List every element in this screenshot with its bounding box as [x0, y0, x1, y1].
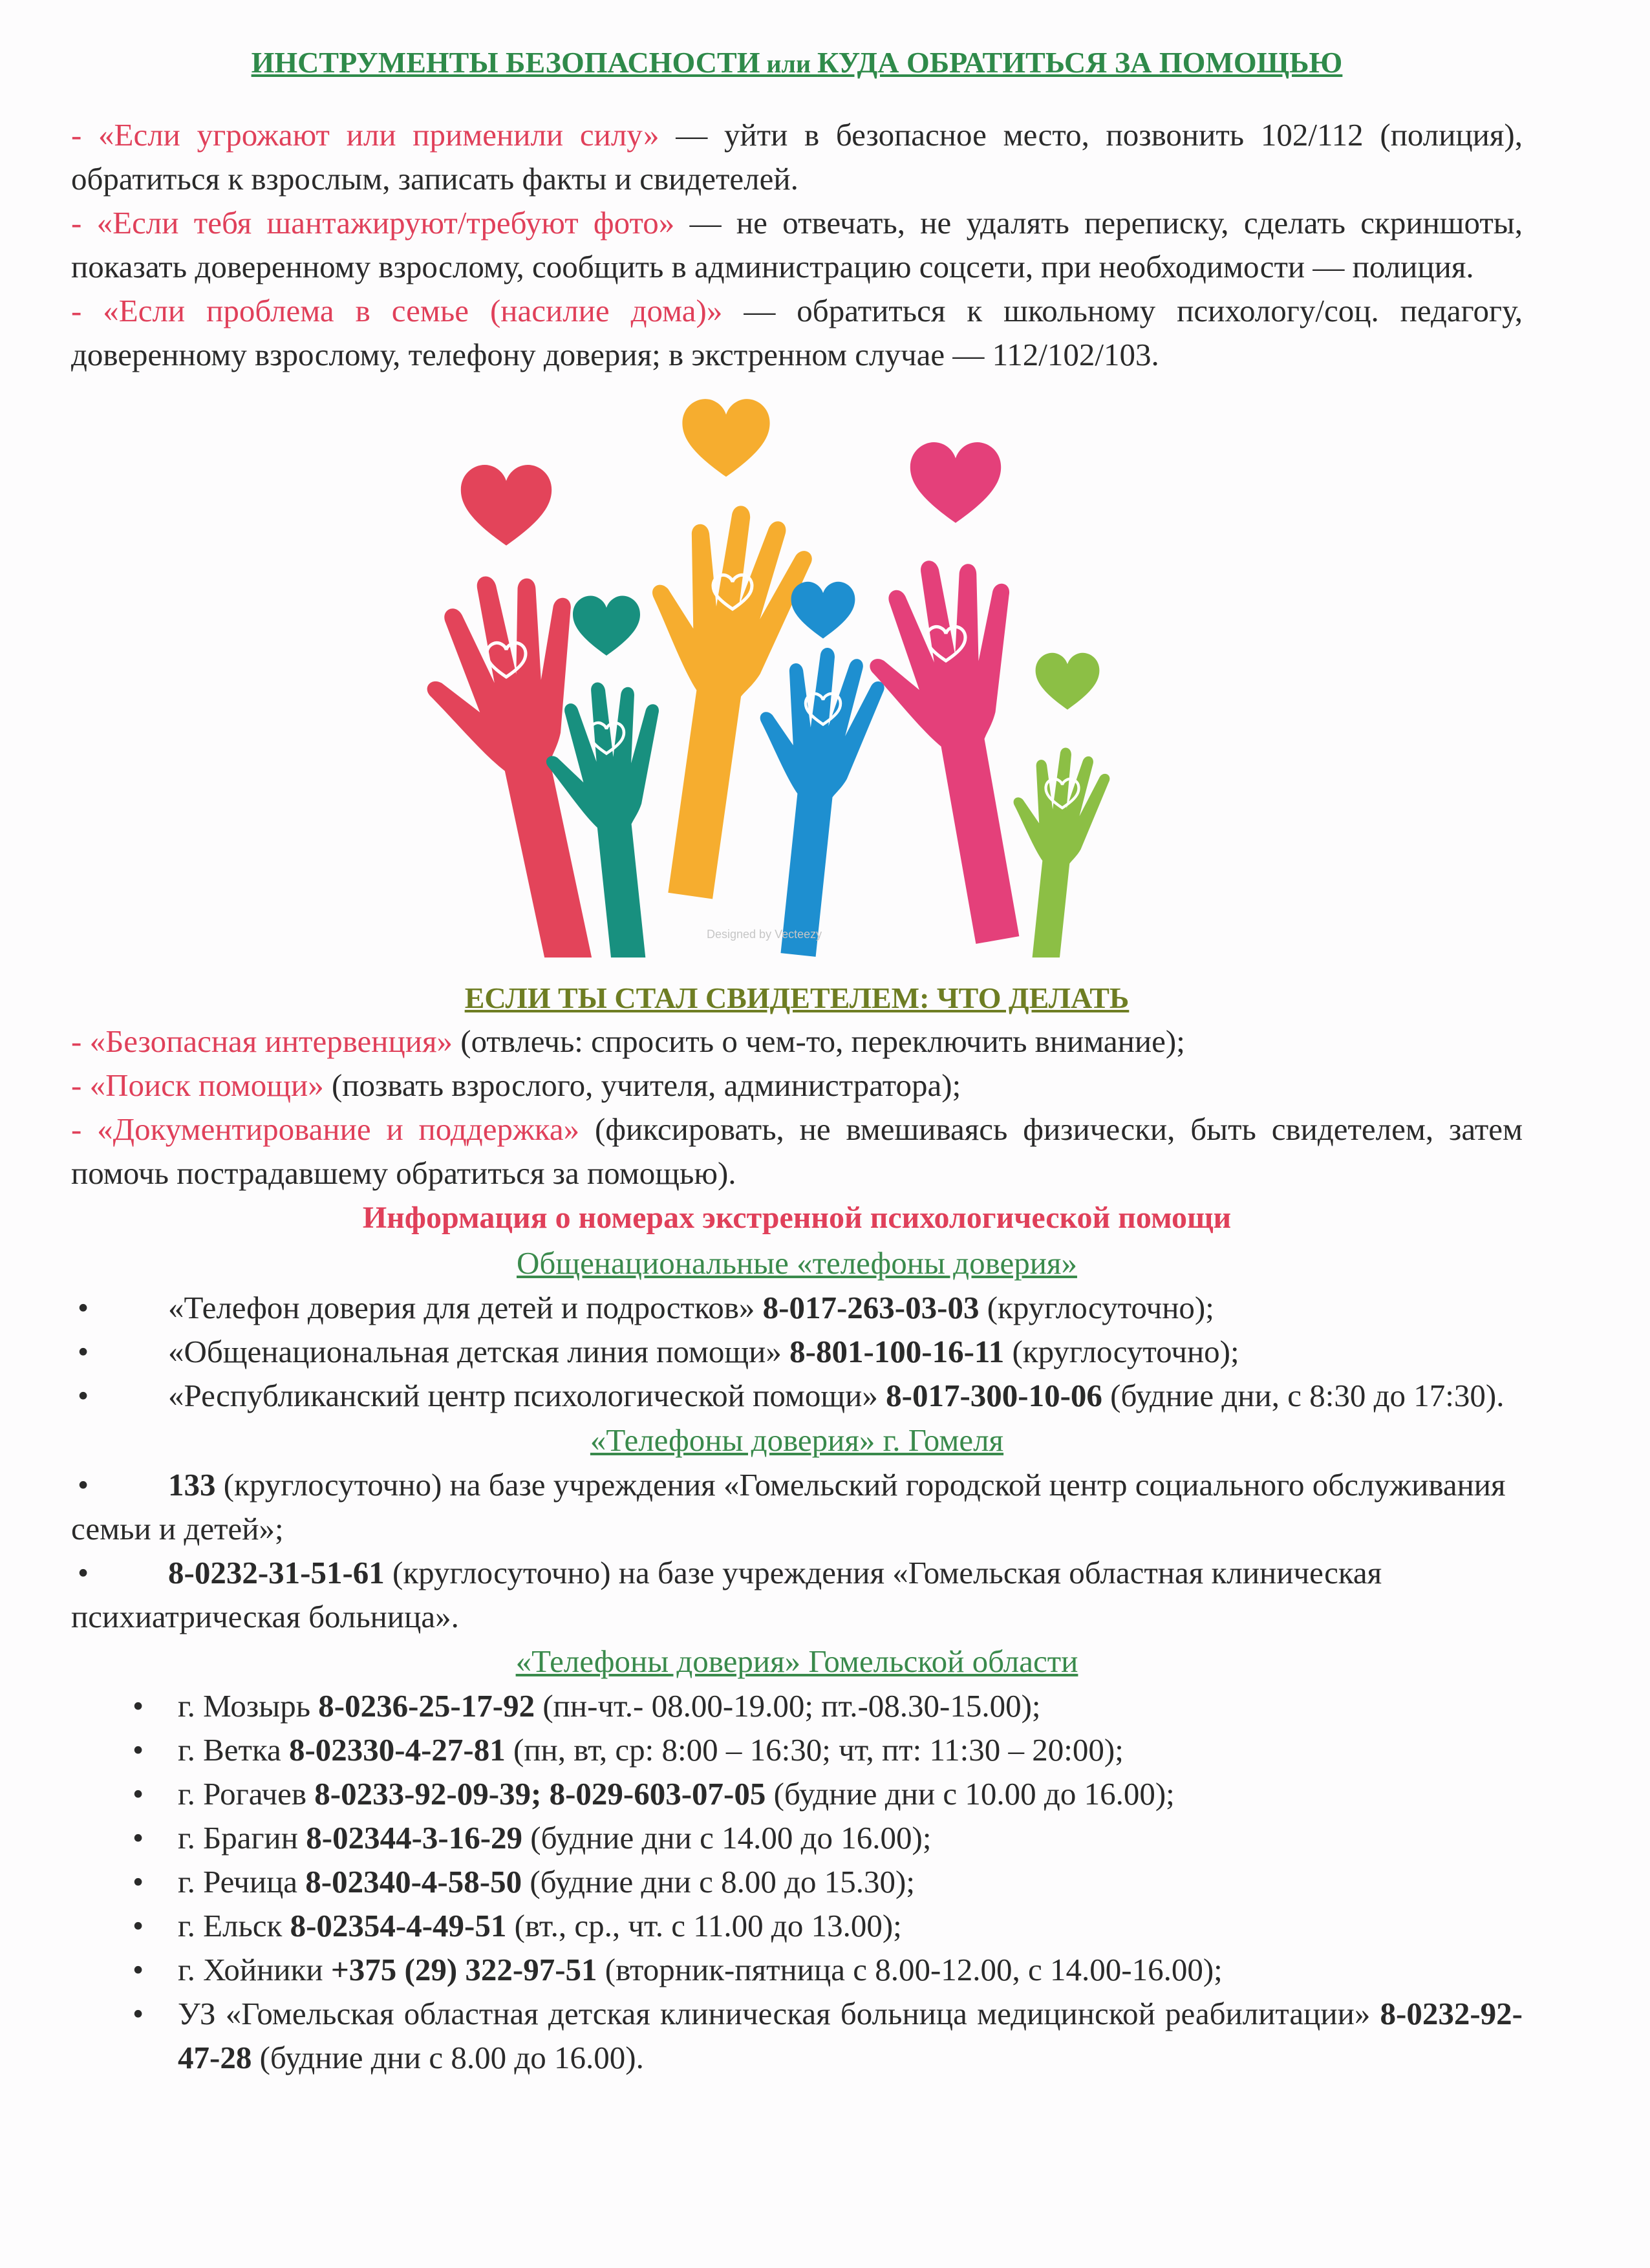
bullet-icon: • — [133, 1776, 144, 1812]
hotline-number: +375 (29) 322-97-51 — [330, 1952, 597, 1987]
safety-tool-text: — не отвечать, не удалять переписку, сделать скриншоты, показать доверенному взрослому, сообщить в администрацию соцсети, при необходимости — полиция. — [71, 205, 1523, 284]
hotline-hours: (круглосуточно); — [1004, 1334, 1239, 1369]
hotline-details: (круглосуточно) на базе учреждения «Гомельская областная клиническая психиатрическая больница». — [71, 1555, 1382, 1634]
bullet-icon: • — [133, 1952, 144, 1987]
gomel-region-hotlines-section — [71, 1639, 1523, 2080]
region-hotline-item — [71, 1992, 1523, 2080]
hotline-hours: (будние дни с 8.00 до 16.00). — [252, 2040, 644, 2075]
witness-heading-text: ЕСЛИ ТЫ СТАЛ СВИДЕТЕЛЕМ: ЧТО ДЕЛАТЬ — [464, 981, 1130, 1014]
gomel-city-hotline-item — [71, 1463, 1523, 1551]
national-hotline-item — [71, 1286, 1523, 1330]
witness-heading — [71, 977, 1523, 1020]
hotline-location: г. Рогачев — [178, 1776, 315, 1812]
hotline-hours: (будние дни с 14.00 до 16.00); — [522, 1820, 932, 1856]
witness-item — [71, 1107, 1523, 1195]
hotline-hours: (круглосуточно); — [979, 1290, 1214, 1325]
safety-tool-label: - «Если тебя шантажируют/требуют фото» — [71, 205, 675, 241]
title-part-3: КУДА ОБРАТИТЬСЯ ЗА ПОМОЩЬЮ — [817, 46, 1343, 79]
hotline-number: 8-02340-4-58-50 — [305, 1864, 522, 1899]
national-heading-text: Общенациональные «телефоны доверия» — [517, 1245, 1077, 1281]
hotline-number: 8-017-300-10-06 — [886, 1378, 1102, 1413]
hotline-location: г. Брагин — [178, 1820, 306, 1856]
national-hotline-item — [71, 1374, 1523, 1418]
hotline-number: 8-0232-92-47-28 — [178, 1996, 1523, 2075]
gomel-city-hotlines-section — [71, 1418, 1523, 1639]
safety-tool-item — [71, 289, 1523, 377]
hotline-location: г. Мозырь — [178, 1688, 319, 1724]
bullet-icon: • — [78, 1334, 89, 1369]
gomel-region-heading-text: «Телефоны доверия» Гомельской области — [515, 1643, 1078, 1679]
bullet-icon: • — [78, 1467, 89, 1503]
bullet-icon: • — [133, 1732, 144, 1768]
document-content — [71, 45, 1523, 2080]
witness-section — [71, 977, 1523, 1195]
witness-item — [71, 1020, 1523, 1064]
raised-hands-with-hearts-illustration — [403, 389, 1192, 970]
bullet-icon: • — [133, 1908, 144, 1943]
region-hotline-item — [71, 1772, 1523, 1816]
safety-tool-item — [71, 201, 1523, 289]
witness-item-label: - «Безопасная интервенция» — [71, 1023, 453, 1059]
hotline-number: 8-0236-25-17-92 — [318, 1688, 535, 1724]
hotline-hours: (пн-чт.- 08.00-19.00; пт.-08.30-15.00); — [535, 1688, 1041, 1724]
hotline-name: «Телефон доверия для детей и подростков» — [168, 1290, 763, 1325]
bullet-icon: • — [133, 1688, 144, 1724]
region-hotline-item — [71, 1860, 1523, 1904]
hotline-info-title: Информация о номерах экстренной психологической помощи — [362, 1201, 1232, 1235]
hotline-number: 8-0233-92-09-39; 8-029-603-07-05 — [314, 1776, 766, 1812]
pink-hand-icon — [853, 442, 1069, 954]
title-part-1: ИНСТРУМЕНТЫ БЕЗОПАСНОСТИ — [251, 46, 760, 79]
bullet-icon: • — [78, 1378, 89, 1413]
hotline-location: г. Хойники — [178, 1952, 331, 1987]
safety-tool-label: - «Если проблема в семье (насилие дома)» — [71, 293, 723, 328]
hotline-location: УЗ «Гомельская областная детская клиническая больница медицинской реабилитации» — [178, 1996, 1380, 2031]
hotline-hours: (будние дни, с 8:30 до 17:30). — [1102, 1378, 1505, 1413]
witness-item-text: (отвлечь: спросить о чем-то, переключить внимание); — [453, 1023, 1185, 1059]
national-hotline-item — [71, 1330, 1523, 1374]
bullet-icon: • — [133, 1864, 144, 1899]
watermark-text: Designed by Vecteezy — [706, 928, 822, 941]
page-title — [71, 45, 1523, 80]
gomel-city-heading-text: «Телефоны доверия» г. Гомеля — [590, 1422, 1004, 1458]
region-hotline-item — [71, 1684, 1523, 1728]
gomel-city-hotline-item — [71, 1551, 1523, 1639]
hotline-name: «Общенациональная детская линия помощи» — [168, 1334, 790, 1369]
region-hotline-item — [71, 1728, 1523, 1772]
national-heading — [71, 1241, 1523, 1286]
hotline-location: г. Ветка — [178, 1732, 289, 1768]
hotline-number: 133 — [168, 1467, 216, 1503]
region-hotline-item — [71, 1816, 1523, 1860]
hotline-hours: (вторник-пятница с 8.00-12.00, с 14.00-16.00); — [597, 1952, 1223, 1987]
safety-tool-item — [71, 113, 1523, 201]
hotline-number: 8-801-100-16-11 — [789, 1334, 1005, 1369]
hotline-name: «Республиканский центр психологической помощи» — [168, 1378, 886, 1413]
witness-item-text: (позвать взрослого, учителя, администратора); — [323, 1067, 961, 1103]
hotline-hours: (будние дни с 10.00 до 16.00); — [766, 1776, 1175, 1812]
safety-tools-section — [71, 113, 1523, 377]
witness-item — [71, 1064, 1523, 1107]
hotline-number: 8-02344-3-16-29 — [306, 1820, 523, 1856]
safety-tool-label: - «Если угрожают или применили силу» — [71, 117, 659, 153]
title-part-2: или — [760, 49, 818, 78]
hotline-number: 8-0232-31-51-61 — [168, 1555, 385, 1590]
hotline-number: 8-02330-4-27-81 — [288, 1732, 506, 1768]
bullet-icon: • — [78, 1290, 89, 1325]
bullet-icon: • — [133, 1820, 144, 1856]
bullet-icon: • — [78, 1555, 89, 1590]
orange-hand-icon — [611, 399, 818, 906]
hotline-hours: (пн, вт, ср: 8:00 – 16:30; чт, пт: 11:30 – 20:00); — [505, 1732, 1124, 1768]
safety-tool-text: — обратиться к школьному психологу/соц. педагогу, доверенному взрослому, телефону доверия; в экстренном случае — 112/102/103. — [71, 293, 1523, 372]
region-hotline-item — [71, 1948, 1523, 1992]
hotline-hours: (будние дни с 8.00 до 15.30); — [522, 1864, 915, 1899]
gomel-city-heading — [71, 1418, 1523, 1463]
region-hotline-item — [71, 1904, 1523, 1948]
hotline-number: 8-017-263-03-03 — [762, 1290, 980, 1325]
safety-tool-text: — уйти в безопасное место, позвонить 102/112 (полиция), обратиться к взрослым, записать факты и свидетелей. — [71, 117, 1523, 197]
hotline-number: 8-02354-4-49-51 — [290, 1908, 507, 1943]
witness-item-label: - «Документирование и поддержка» — [71, 1111, 580, 1147]
hotline-hours: (вт., ср., чт. с 11.00 до 13.00); — [506, 1908, 902, 1943]
witness-item-text: (фиксировать, не вмешиваясь физически, быть свидетелем, затем помочь пострадавшему обратиться за помощью). — [71, 1111, 1523, 1191]
bullet-icon: • — [133, 1996, 144, 2031]
hotline-location: г. Речица — [178, 1864, 306, 1899]
hotline-location: г. Ельск — [178, 1908, 290, 1943]
national-hotlines-section — [71, 1241, 1523, 1418]
gomel-region-heading — [71, 1639, 1523, 1684]
witness-item-label: - «Поиск помощи» — [71, 1067, 324, 1103]
hotline-details: (круглосуточно) на базе учреждения «Гомельский городской центр социального обслуживания семьи и детей»; — [71, 1467, 1506, 1546]
